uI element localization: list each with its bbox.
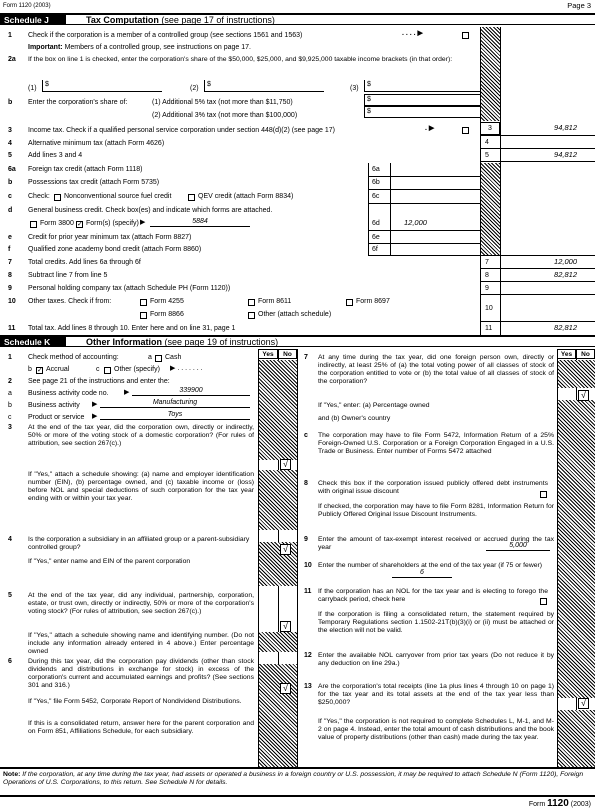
schedule-k-title: Other Information (see page 19 of instructions) [86,337,279,347]
psc-checkbox[interactable] [462,127,469,134]
additional-3pct-field[interactable]: $ [364,106,480,118]
accrual-method-checkbox[interactable]: ✓ [37,367,43,374]
line3-text: Income tax. Check if a qualified personal service corporation under section 448(d)(2) (see page 17) [28,127,335,134]
business-activity-value[interactable]: Manufacturing [100,399,250,408]
forms-specify-checkbox[interactable]: ✓ [77,221,83,228]
q5-no-check[interactable]: √ [280,621,291,632]
form-8697-checkbox[interactable] [346,299,353,306]
form-footer: Form 1120 (2003) [528,798,591,809]
line6d-amount[interactable]: 12,000 [404,218,427,227]
product-service-value[interactable]: Toys [100,411,250,420]
qev-credit-checkbox[interactable] [188,194,195,201]
q6-consolidated-text: If this is a consolidated return, answer here for the parent corporation and on Form 851, Affiliations Schedule, for each subsidiary. [28,720,254,735]
schedule-k-header [0,335,595,347]
page-label: Page 3 [567,1,591,10]
bracket-1-field[interactable]: $ [42,80,162,92]
line7-amount[interactable]: 12,000 [554,257,577,266]
q5-yes-text: If "Yes," attach a schedule showing name and identifying number. (Do not include any information already entered in 4 above.) Enter percentage owned [28,632,254,655]
nol-election-checkbox[interactable] [540,598,547,605]
line8-amount[interactable]: 82,812 [554,270,577,279]
q6-yes-text: If "Yes," file Form 5452, Corporate Report of Nondividend Distributions. [28,698,242,705]
line5-amount[interactable]: 94,812 [554,150,577,159]
other-method-checkbox[interactable] [104,367,111,374]
nonconventional-fuel-checkbox[interactable] [54,194,61,201]
business-code-value[interactable]: 339900 [132,387,250,396]
form-4255-checkbox[interactable] [140,299,147,306]
line11-amount[interactable]: 82,812 [554,323,577,332]
q5-text: At the end of the tax year, did any individual, partnership, corporation, estate, or trust own, directly or indirectly, 50% or more of the corporation's voting stock? (For rules of attribution, see section 267(c).) [28,592,254,615]
q9-value[interactable]: 5,000 [486,542,550,551]
bracket-2-field[interactable]: $ [204,80,324,92]
q11-text: If the corporation has an NOL for the tax year and is electing to forego the carryback period, check here [318,588,548,603]
q9-text: Enter the amount of tax-exempt interest received or accrued during the tax year [318,536,554,551]
cash-method-checkbox[interactable] [155,355,162,362]
foreign-operations-note: Note: If the corporation, at any time during the tax year, had assets or operated a business in a foreign country or U.S. possession, it may be required to attach Schedule N (Form 1120), Foreign Operations of U.S. Corporations, to this return. See Schedule N for details. [3,771,584,786]
q13-yes-text: If "Yes," the corporation is not required to complete Schedules L, M-1, and M-2 on page 4. Instead, enter the total amount of cash distributions and the book value of property distributions (other than cash) made during the tax year. [318,718,554,741]
q8-more-text: If checked, the corporation may have to file Form 8281, Information Return for Publicly Offered Original Issue Discount Instruments. [318,503,554,518]
other-attach-checkbox[interactable] [248,312,255,319]
q4-no-check[interactable]: √ [280,544,291,555]
bracket-3-field[interactable]: $ [364,80,480,92]
line3-amount[interactable]: 94,812 [554,123,577,132]
q13-no-check[interactable]: √ [578,698,589,709]
form-3800-checkbox[interactable] [30,221,37,228]
q11-more-text: If the corporation is filing a consolidated return, the statement required by Temporary Regulations section 1.1502-21T(b)(3)(i) or (ii) must be attached or the election will not be valid. [318,611,554,634]
q3-yes-text: If "Yes," attach a schedule showing: (a) name and employer identification number (EIN), (b) percentage owned, and (c) taxable income or (loss) before NOL and special deductions of such corporation for the tax year ending with or within your tax year. [28,471,254,502]
q13-text: Are the corporation's total receipts (line 1a plus lines 4 through 10 on page 1) for the tax year and its total assets at the end of the tax year less than $250,000? [318,683,554,706]
q10-value[interactable]: 6 [392,569,452,578]
schedule-j-title: Tax Computation (see page 17 of instructions) [86,15,275,25]
schedule-j-tag: Schedule J [0,15,66,25]
q7-country-text: and (b) Owner's country [318,415,391,422]
q10-text: Enter the number of shareholders at the end of the tax year (if 75 or fewer) [318,562,543,569]
line2a-text: If the box on line 1 is checked, enter the corporation's share of the $50,000, $25,000, and $9,925,000 taxable income brackets (in that order): [28,56,453,63]
line11-text: Total tax. Add lines 8 through 10. Enter here and on line 31, page 1 [28,325,236,332]
q12-text: Enter the available NOL carryover from prior tax years (Do not reduce it by any deduction on line 29a.) [318,652,554,667]
q3-no-check[interactable]: √ [280,459,291,470]
line1-text: Check if the corporation is a member of a controlled group (see sections 1561 and 1563) [28,32,303,39]
q7-yes-text: If "Yes," enter: (a) Percentage owned [318,402,430,409]
q4-text: Is the corporation a subsidiary in an affiliated group or a parent-subsidiary controlled group? [28,536,250,551]
form-8866-checkbox[interactable] [140,312,147,319]
q6-text: During this tax year, did the corporation pay dividends (other than stock dividends and distributions in exchange for stock) in excess of the corporation's current and accumulated earnings and profits? (See sections 301 and 316.) [28,658,254,689]
q7c-text: The corporation may have to file Form 5472, Information Return of a 25% Foreign-Owned U.S. Corporation or a Foreign Corporation Engaged in a U.S. Trade or Business. Enter number of Forms 5472 attached [318,432,554,455]
hatch-area [480,27,500,121]
form-8611-checkbox[interactable] [248,299,255,306]
q6-no-check[interactable]: √ [280,683,291,694]
controlled-group-checkbox[interactable] [462,32,469,39]
q4-yes-text: If "Yes," enter name and EIN of the parent corporation [28,558,191,565]
forms-specify-value[interactable]: 5884 [150,218,250,227]
additional-5pct-field[interactable]: $ [364,94,480,106]
form-id: Form 1120 (2003) [3,3,51,9]
oid-checkbox[interactable] [540,491,547,498]
q3-text: At the end of the tax year, did the corporation own, directly or indirectly, 50% or more of the voting stock of a domestic corporation? (For rules of attribution, see section 267(c).) [28,424,254,447]
schedule-j-header [0,13,595,25]
q8-text: Check this box if the corporation issued publicly offered debt instruments with original issue discount [318,480,548,495]
q7-no-check[interactable]: √ [578,390,589,401]
hatch-area [480,163,500,255]
q7-text: At any time during the tax year, did one foreign person own, directly or indirectly, at least 25% of (a) the total voting power of all classes of stock of the corporation entitled to vote or (b) the total value of all classes of stock of the corporation? [318,354,554,385]
schedule-k-tag: Schedule K [0,337,66,347]
